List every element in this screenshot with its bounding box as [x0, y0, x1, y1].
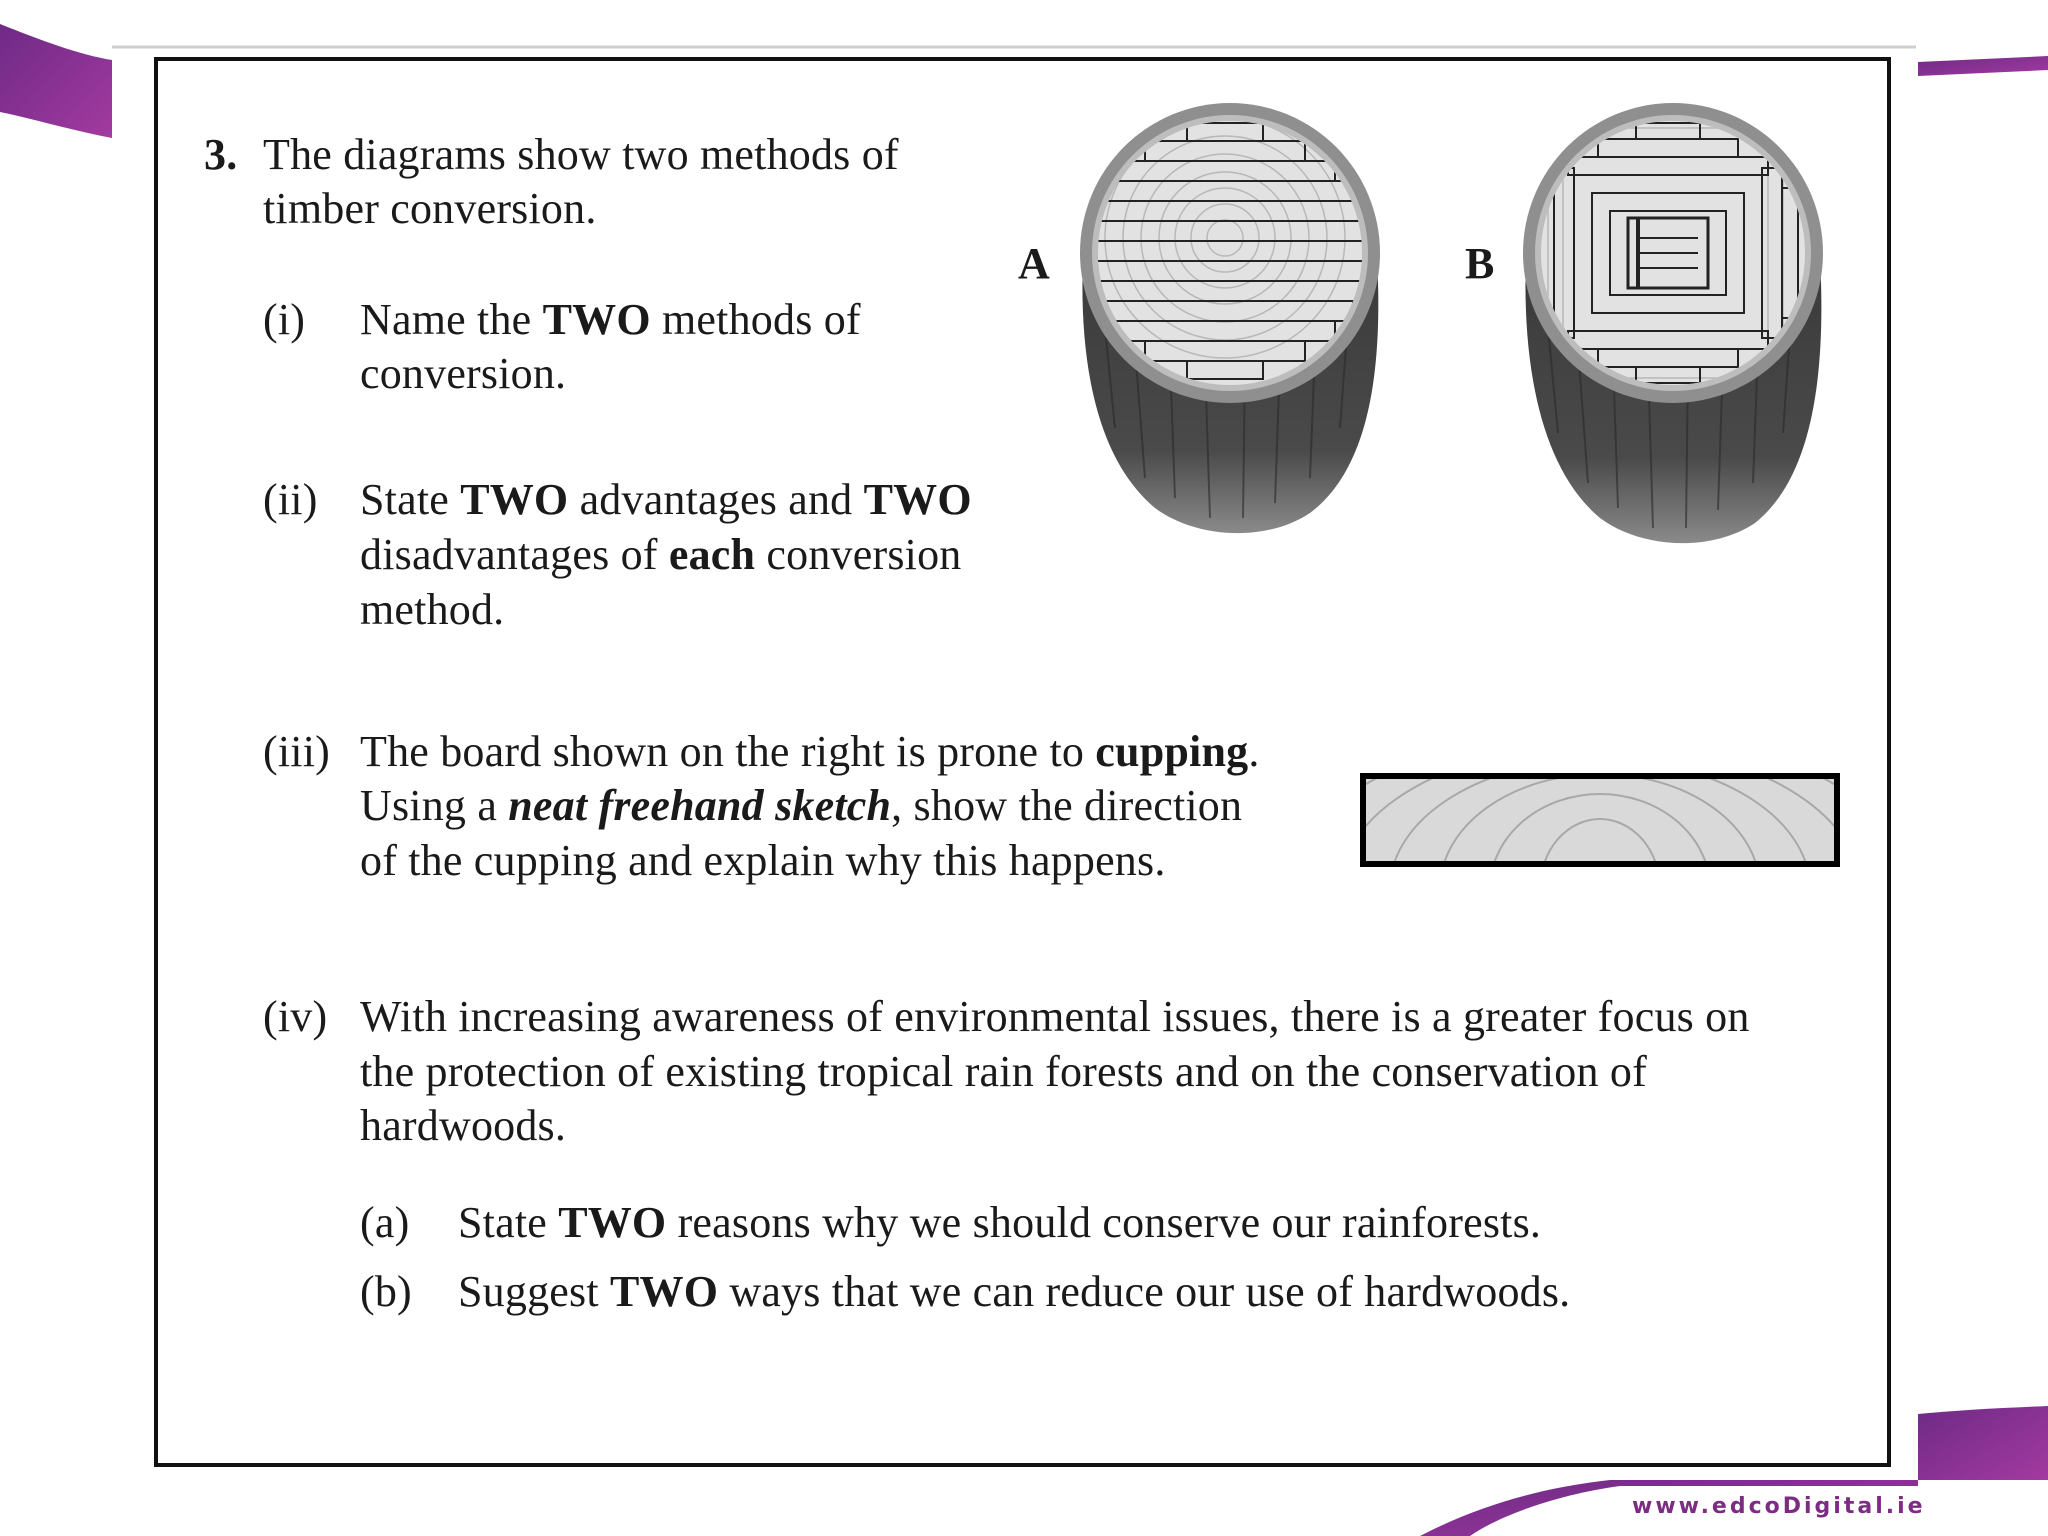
part-iv-b-text: Suggest TWO ways that we can reduce our use of hardwoods.: [458, 1267, 1571, 1316]
part-i-line1: Name the TWO methods of: [360, 295, 861, 344]
part-iv-label: (iv): [263, 992, 328, 1041]
part-iii-line2: Using a neat freehand sketch, show the direction: [360, 781, 1243, 830]
part-ii-line1: State TWO advantages and TWO: [360, 475, 972, 524]
top-left-swoosh: [0, 24, 112, 138]
log-diagram-b: [1518, 98, 1828, 558]
diagram-label-a: A: [1018, 239, 1050, 288]
footer-url[interactable]: www.edcoDigital.ie: [1632, 1494, 1926, 1519]
board-cross-section: [1360, 773, 1840, 867]
part-iv-a-label: (a): [360, 1198, 410, 1247]
top-right-swoosh: [1918, 56, 2048, 76]
part-iii-label: (iii): [263, 727, 330, 776]
part-ii-line2: disadvantages of each conversion: [360, 530, 962, 579]
bottom-right-swoosh: [1918, 1406, 2048, 1480]
part-i-line2: conversion.: [360, 349, 567, 398]
part-iv-line2: the protection of existing tropical rain forests and on the conservation of: [360, 1047, 1647, 1096]
part-iv-a-text: State TWO reasons why we should conserve our rainforests.: [458, 1198, 1542, 1247]
question-intro-line2: timber conversion.: [263, 184, 597, 233]
part-ii-label: (ii): [263, 475, 318, 524]
log-diagram-a: [1075, 98, 1385, 548]
part-iv-line3: hardwoods.: [360, 1101, 567, 1150]
part-i-label: (i): [263, 295, 306, 344]
question-intro-line1: The diagrams show two methods of: [263, 130, 899, 179]
part-ii-line3: method.: [360, 585, 505, 634]
question-number: 3.: [204, 130, 238, 179]
part-iv-line1: With increasing awareness of environmental issues, there is a greater focus on: [360, 992, 1750, 1041]
diagram-label-b: B: [1465, 239, 1495, 288]
board-grain: [1366, 779, 1834, 861]
part-iv-b-label: (b): [360, 1267, 412, 1316]
part-iii-line3: of the cupping and explain why this happens.: [360, 836, 1166, 885]
part-iii-line1: The board shown on the right is prone to cupping.: [360, 727, 1260, 776]
